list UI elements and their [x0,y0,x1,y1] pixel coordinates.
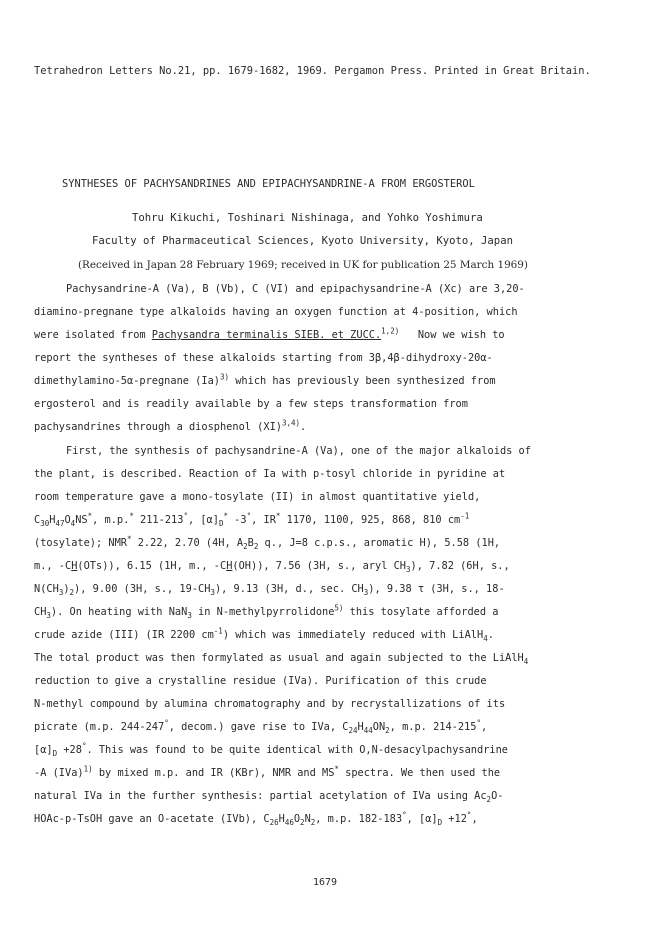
species-name: Pachysandra terminalis SIEB. et ZUCC. [151,329,382,341]
subscript: 2 [385,726,390,736]
text-span: -3 [227,514,247,526]
text-span: picrate (m.p. 244-247 [34,721,165,733]
subscript: 2 [310,818,316,828]
text-span: spectra. We then used the [338,767,501,779]
para2-line10 [34,651,528,665]
para2-line15 [34,766,500,780]
text-span: O [293,813,301,825]
subscript: 2 [486,795,492,805]
text-span: , IR [251,514,276,526]
text-span: m., -C [34,560,72,572]
subscript: 4 [523,657,529,667]
para1-line2: diamino-pregnane type alkaloids having an oxygen function at 4-position, which [34,306,518,318]
text-span: ) which was immediately reduced with LiAlH [222,629,484,641]
reference-mark: 3,4) [281,418,301,428]
para2-line4 [34,513,469,527]
text-span: O- [491,790,504,802]
subscript: 3 [363,588,369,598]
subscript: 3 [46,611,51,621]
text-span: . This was found to be quite identical with O,N-desacylpachysandrine [86,744,509,756]
text-span: , decom.) gave rise to IVa, C [168,721,349,733]
text-span: , [480,721,488,733]
subscript: 3 [406,565,411,575]
text-span: The total product was then formylated as usual and again subjected to the LiAlH [34,652,524,664]
subscript: 46 [284,818,294,828]
para1-line3 [34,328,505,342]
text-span: (OTs)), 6.15 (1H, m., -C [77,560,227,572]
para2-line5 [34,536,500,550]
footnote-mark: * [223,511,228,521]
para2-line3: room temperature gave a mono-tosylate (II) in almost quantitative yield, [34,491,481,503]
para1-line7 [34,420,306,434]
text-span: this tosylate afforded a [343,606,499,618]
subscript: 26 [269,818,279,828]
para2-line6 [34,559,510,573]
subscript: 3 [58,588,64,598]
text-span: , [α] [406,813,438,825]
para1-line1: Pachysandrine-A (Va), B (Vb), C (VI) and epipachysandrine-A (Xc) are 3,20- [66,283,525,295]
text-span: +12 [442,813,467,825]
subscript: 24 [348,726,358,736]
superscript: -1 [213,626,223,636]
subscript: 3 [210,588,215,598]
degree-mark: ° [476,718,481,728]
superscript: -1 [460,511,470,521]
footnote-mark: * [334,764,339,774]
subscript: 2 [253,542,259,552]
para1-line5 [34,374,496,388]
para2-line8 [34,605,498,619]
para2-line2: the plant, is described. Reaction of Ia with p-tosyl chloride in pyridine at [34,468,506,480]
formula-part: C [34,514,41,526]
text-span: which has previously been synthesized from [235,375,496,387]
text-span: [α] [34,744,53,756]
text-span: natural IVa in the further synthesis: partial acetylation of IVa using Ac [34,790,487,802]
text-span: ), 9.38 τ (3H, s., 18- [368,583,505,595]
subscript: D [437,818,443,828]
reference-mark: 5) [334,603,344,613]
affiliation: Faculty of Pharmaceutical Sciences, Kyoto University, Kyoto, Japan [92,235,513,247]
text-span: dimethylamino-5α-pregnane (Ia) [34,375,220,387]
degree-mark: ° [466,810,472,820]
text-span: H [278,813,285,825]
degree-mark: ° [402,810,407,820]
subscript: 2 [243,542,248,552]
footnote-mark: * [87,511,93,521]
text-span: ), 7.82 (6H, s., [410,560,510,572]
para1-line4: report the syntheses of these alkaloids starting from 3β,4β-dihydroxy-20α- [34,352,493,364]
text-span: , m.p. 214-215 [389,721,477,733]
subscript: 44 [363,726,373,736]
degree-mark: ° [183,511,188,521]
para2-line7 [34,582,505,596]
text-span: N [304,813,311,825]
text-span: , m.p. [92,514,130,526]
text-span: CH [34,606,47,618]
subscript: 47 [55,519,65,529]
subscript: 4 [483,634,488,644]
subscript: D [218,519,224,529]
formula-part: O [64,514,71,526]
underlined-h: H [226,560,233,572]
page-number: 1679 [313,877,338,888]
text-span: in N-methylpyrrolidone [191,606,335,618]
text-span: by mixed m.p. and IR (KBr), NMR and MS [92,767,335,779]
author-list: Tohru Kikuchi, Toshinari Nishinaga, and Yohko Yoshimura [132,212,483,224]
subscript: 30 [40,519,50,529]
reference-mark: 1) [83,764,93,774]
para2-line11: reduction to give a crystalline residue (IVa). Purification of this crude [34,675,487,687]
degree-mark: ° [246,511,252,521]
para2-line12: N-methyl compound by alumina chromatography and by recrystallizations of its [34,698,506,710]
text-span: pachysandrines through a diosphenol (XI) [34,421,282,433]
para2-line14 [34,743,508,757]
footnote-mark: * [275,511,281,521]
text-span: N(CH [34,583,59,595]
formula-part: H [49,514,56,526]
text-span: +28 [57,744,82,756]
text-span: q., J=8 c.p.s., aromatic H), 5.58 (1H, [258,537,501,549]
text-span: ), 9.13 (3H, d., sec. CH [214,583,364,595]
reference-mark: 3) [219,372,230,382]
reference-mark: 1,2) [381,326,400,336]
subscript: 2 [69,588,75,598]
text-span: HOAc-p-TsOH gave an O-acetate (IVb), C [34,813,270,825]
text-span: -A (IVa) [34,767,84,779]
text-span: H [357,721,364,733]
text-span: (tosylate); NMR [34,537,127,549]
text-span: 1170, 1100, 925, 868, 810 cm [280,514,461,526]
text-span: ) [63,583,70,595]
text-span: B [247,537,254,549]
journal-header: Tetrahedron Letters No.21, pp. 1679-1682, 1969. Pergamon Press. Printed in Great Britain. [34,65,591,77]
underlined-h: H [71,560,78,572]
footnote-mark: * [127,534,132,544]
text-span: crude azide (III) (IR 2200 cm [34,629,214,641]
paper-title: SYNTHESES OF PACHYSANDRINES AND EPIPACHYSANDRINE-A FROM ERGOSTEROL [62,178,475,190]
text-span: , [α] [187,514,219,526]
para2-line16 [34,789,503,803]
text-span: 2.22, 2.70 (4H, A [131,537,244,549]
footnote-mark: * [129,511,134,521]
text-span: were isolated from [34,329,146,341]
text-span: Now we wish to [417,329,505,341]
subscript: 3 [187,611,192,621]
subscript: D [52,749,58,759]
text-span: . [300,421,307,433]
received-dates: (Received in Japan 28 February 1969; received in UK for publication 25 March 1969) [78,259,528,271]
subscript: 4 [70,519,76,529]
para1-line6: ergosterol and is readily available by a few steps transformation from [34,398,468,410]
para2-line1: First, the synthesis of pachysandrine-A (Va), one of the major alkaloids of [66,445,531,457]
formula-part: NS [75,514,88,526]
para2-line9 [34,628,494,642]
degree-mark: ° [81,741,87,751]
text-span: , [471,813,478,825]
subscript: 2 [300,818,305,828]
text-span: . [487,629,494,641]
text-span: ). On heating with NaN [50,606,188,618]
text-span: ), 9.00 (3H, s., 19-CH [74,583,211,595]
text-span: , m.p. 182-183 [315,813,403,825]
text-span: 211-213 [133,514,184,526]
para2-line17 [34,812,478,826]
para2-line13 [34,720,487,734]
text-span: (OH)), 7.56 (3H, s., aryl CH [232,560,406,572]
text-span: ON [372,721,386,733]
degree-mark: ° [164,718,169,728]
